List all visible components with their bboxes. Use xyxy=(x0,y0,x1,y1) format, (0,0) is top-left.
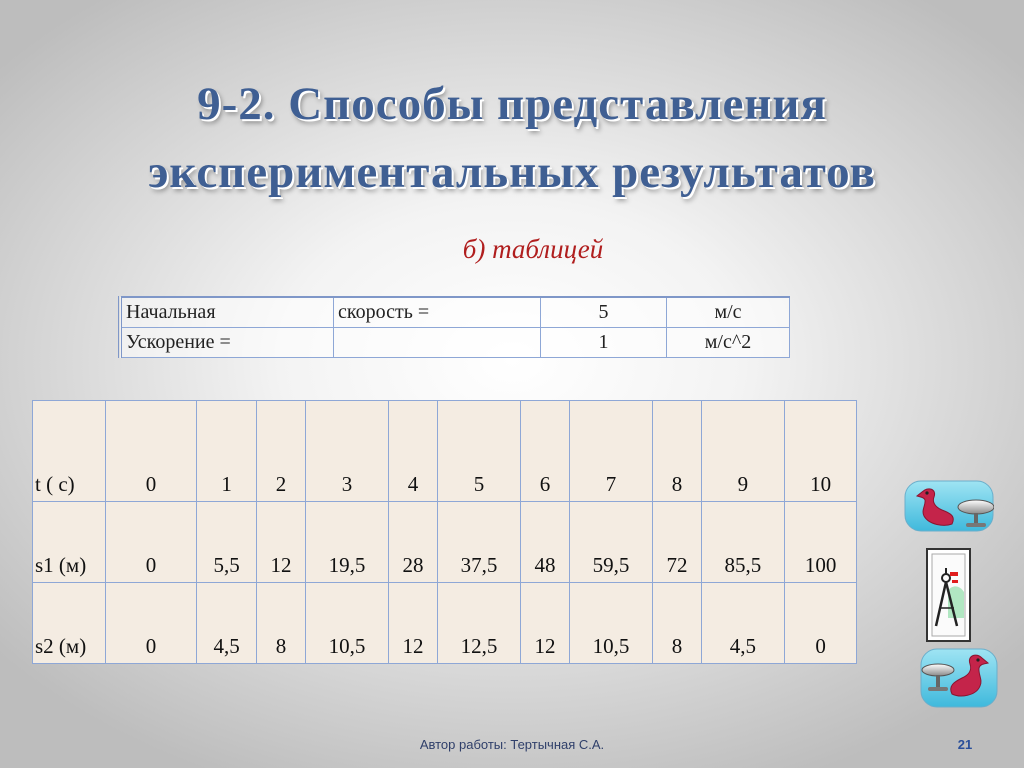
table-cell: 85,5 xyxy=(701,502,784,583)
table-cell: 1 xyxy=(197,401,257,502)
table-cell: 12,5 xyxy=(437,583,520,664)
table-cell: 10,5 xyxy=(305,583,388,664)
table-cell: 2 xyxy=(257,401,306,502)
results-table xyxy=(32,400,857,664)
table-cell: 72 xyxy=(653,502,702,583)
row-label: s2 (м) xyxy=(33,583,106,664)
table-cell: 8 xyxy=(653,401,702,502)
table-cell: 4,5 xyxy=(197,583,257,664)
table-cell: 0 xyxy=(106,401,197,502)
table-cell: 8 xyxy=(257,583,306,664)
table-row xyxy=(120,297,790,328)
table-cell: 5 xyxy=(541,297,667,328)
table-cell: 100 xyxy=(785,502,857,583)
table-cell: 12 xyxy=(521,583,570,664)
table-cell: 0 xyxy=(106,583,197,664)
table-cell: 5 xyxy=(437,401,520,502)
table-cell: 4,5 xyxy=(701,583,784,664)
row-label: s1 (м) xyxy=(33,502,106,583)
bird-scale-right-icon xyxy=(920,648,998,708)
slide-subtitle: б) таблицей xyxy=(462,234,604,264)
table-row xyxy=(33,583,857,664)
table-cell: м/с^2 xyxy=(667,328,790,358)
table-cell: 6 xyxy=(521,401,570,502)
drafting-compass-icon xyxy=(926,548,971,642)
table-cell: 12 xyxy=(389,583,438,664)
table-cell: 0 xyxy=(785,583,857,664)
row-label: t ( с) xyxy=(33,401,106,502)
prev-slide-button[interactable] xyxy=(904,480,994,532)
table-cell: 8 xyxy=(653,583,702,664)
table-cell: 37,5 xyxy=(437,502,520,583)
table-cell: 10 xyxy=(785,401,857,502)
table-cell xyxy=(334,328,541,358)
footer-author: Автор работы: Тертычная С.А. xyxy=(419,737,605,752)
table-cell: 19,5 xyxy=(305,502,388,583)
table-cell: 10,5 xyxy=(569,583,652,664)
table-cell: 28 xyxy=(389,502,438,583)
table-cell: 0 xyxy=(106,502,197,583)
table-cell: 48 xyxy=(521,502,570,583)
bird-scale-left-icon xyxy=(904,480,994,532)
table-cell: 5,5 xyxy=(197,502,257,583)
home-button[interactable] xyxy=(926,548,971,642)
table-cell: 9 xyxy=(701,401,784,502)
title-line-2: экспериментальных результатов xyxy=(148,146,876,198)
table-cell: 12 xyxy=(257,502,306,583)
next-slide-button[interactable] xyxy=(920,648,998,708)
parameters-table xyxy=(118,296,790,358)
table-row xyxy=(120,328,790,358)
table-cell: 1 xyxy=(541,328,667,358)
table-cell: Ускорение = xyxy=(120,328,334,358)
table-cell: 4 xyxy=(389,401,438,502)
table-row xyxy=(33,401,857,502)
table-cell: скорость = xyxy=(334,297,541,328)
page-number: 21 xyxy=(957,737,973,752)
table-cell: 59,5 xyxy=(569,502,652,583)
table-cell: м/с xyxy=(667,297,790,328)
title-line-1: 9-2. Способы представления xyxy=(197,78,827,130)
slide-title xyxy=(0,70,1024,206)
table-cell: Начальная xyxy=(120,297,334,328)
table-row xyxy=(33,502,857,583)
table-cell: 3 xyxy=(305,401,388,502)
table-cell: 7 xyxy=(569,401,652,502)
